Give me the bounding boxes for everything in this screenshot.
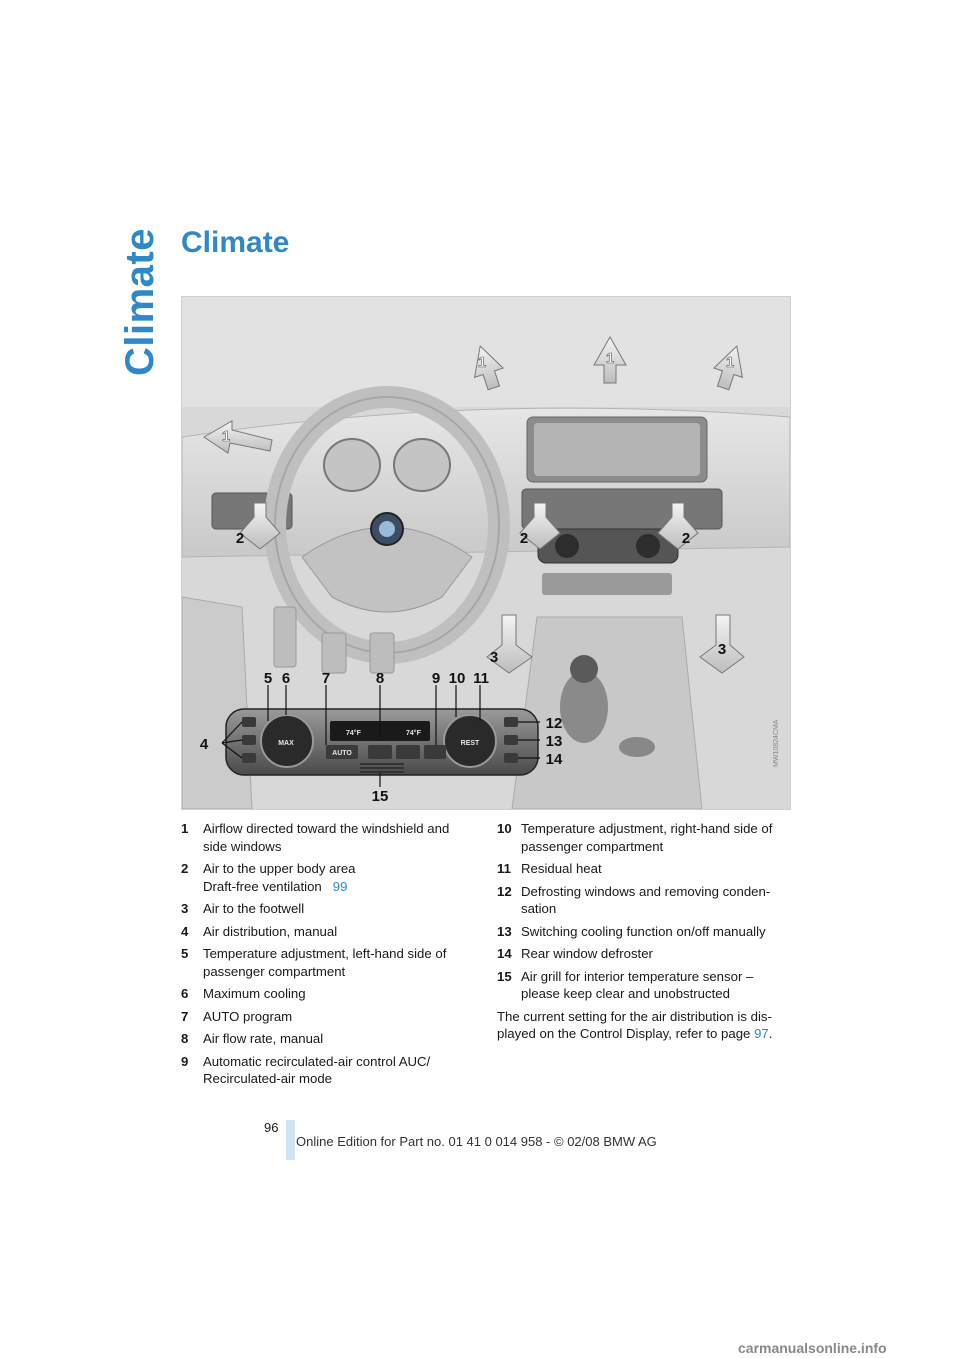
footer-bar bbox=[286, 1120, 295, 1160]
legend-item: 15 Air grill for interior temperature sensor – please keep clear and unobstructed bbox=[497, 968, 754, 1001]
legend-item: 11 Residual heat bbox=[497, 861, 602, 876]
right-temp-display: 74°F bbox=[406, 730, 421, 737]
callout-7: 7 bbox=[321, 670, 331, 687]
watermark: carmanualsonline.info bbox=[738, 1340, 887, 1356]
callout-2: 2 bbox=[519, 530, 529, 547]
figure-code: MW10824CMA bbox=[773, 719, 780, 767]
callout-14: 14 bbox=[545, 751, 563, 768]
page-number: 96 bbox=[264, 1120, 279, 1135]
callout-1: 1 bbox=[605, 350, 615, 367]
legend-item: 5 Temperature adjustment, left-hand side of passenger compartment bbox=[181, 946, 447, 979]
left-temp-display: 74°F bbox=[346, 730, 361, 737]
callout-1: 1 bbox=[477, 354, 487, 371]
page-link-97[interactable]: 97 bbox=[754, 1026, 769, 1041]
rest-button-label: REST bbox=[460, 740, 480, 747]
callout-15: 15 bbox=[371, 788, 389, 805]
legend-item: 7 AUTO program bbox=[181, 1008, 293, 1024]
callout-1: 1 bbox=[221, 428, 231, 445]
max-button-label: MAX bbox=[278, 740, 294, 747]
callout-9: 9 bbox=[431, 670, 441, 687]
legend-item: 6 Maximum cooling bbox=[181, 986, 306, 1001]
callout-6: 6 bbox=[281, 670, 291, 687]
legend-item: 1 Airflow directed toward the windshield and side windows bbox=[181, 821, 450, 854]
callout-4: 4 bbox=[199, 736, 209, 753]
legend-item: 3 Air to the footwell bbox=[181, 901, 305, 916]
note-paragraph: The current setting for the air distribution is dis-played on the Control Display, refer to page 97. bbox=[497, 1008, 773, 1041]
callout-2: 2 bbox=[235, 530, 245, 547]
legend-item: 14 Rear window defroster bbox=[497, 946, 653, 961]
callout-13: 13 bbox=[545, 733, 563, 750]
callout-11: 11 bbox=[473, 670, 489, 687]
callout-3: 3 bbox=[489, 649, 499, 666]
callout-5: 5 bbox=[263, 670, 273, 687]
auto-button-label: AUTO bbox=[332, 750, 352, 757]
callout-10: 10 bbox=[448, 670, 466, 687]
legend-item: 2 Air to the upper body area Draft-free ventilation 99 bbox=[181, 861, 356, 894]
callout-3: 3 bbox=[717, 641, 727, 658]
page-link-99[interactable]: 99 bbox=[332, 878, 348, 894]
legend-left bbox=[181, 820, 466, 1093]
callout-1: 1 bbox=[725, 354, 735, 371]
callout-12: 12 bbox=[545, 715, 563, 732]
footer-text: Online Edition for Part no. 01 41 0 014 958 - © 02/08 BMW AG bbox=[296, 1134, 657, 1149]
dashboard-illustration bbox=[181, 296, 791, 810]
legend-item: 12 Defrosting windows and removing conden-sation bbox=[497, 883, 771, 916]
legend-item: 9 Automatic recirculated-air control AUC/ Recirculated-air mode bbox=[181, 1053, 431, 1086]
legend-item: 4 Air distribution, manual bbox=[181, 923, 338, 939]
side-tab-chapter: Climate bbox=[118, 228, 162, 376]
callout-8: 8 bbox=[375, 670, 385, 687]
legend-item: 13 Switching cooling function on/off manually bbox=[497, 923, 766, 939]
legend-right bbox=[497, 820, 789, 1043]
legend-item: 8 Air flow rate, manual bbox=[181, 1031, 324, 1046]
dashboard-drawing bbox=[182, 297, 790, 809]
legend-item: 10 Temperature adjustment, right-hand side of passenger compartment bbox=[497, 821, 773, 854]
callout-2: 2 bbox=[681, 530, 691, 547]
page-title: Climate bbox=[181, 226, 290, 259]
